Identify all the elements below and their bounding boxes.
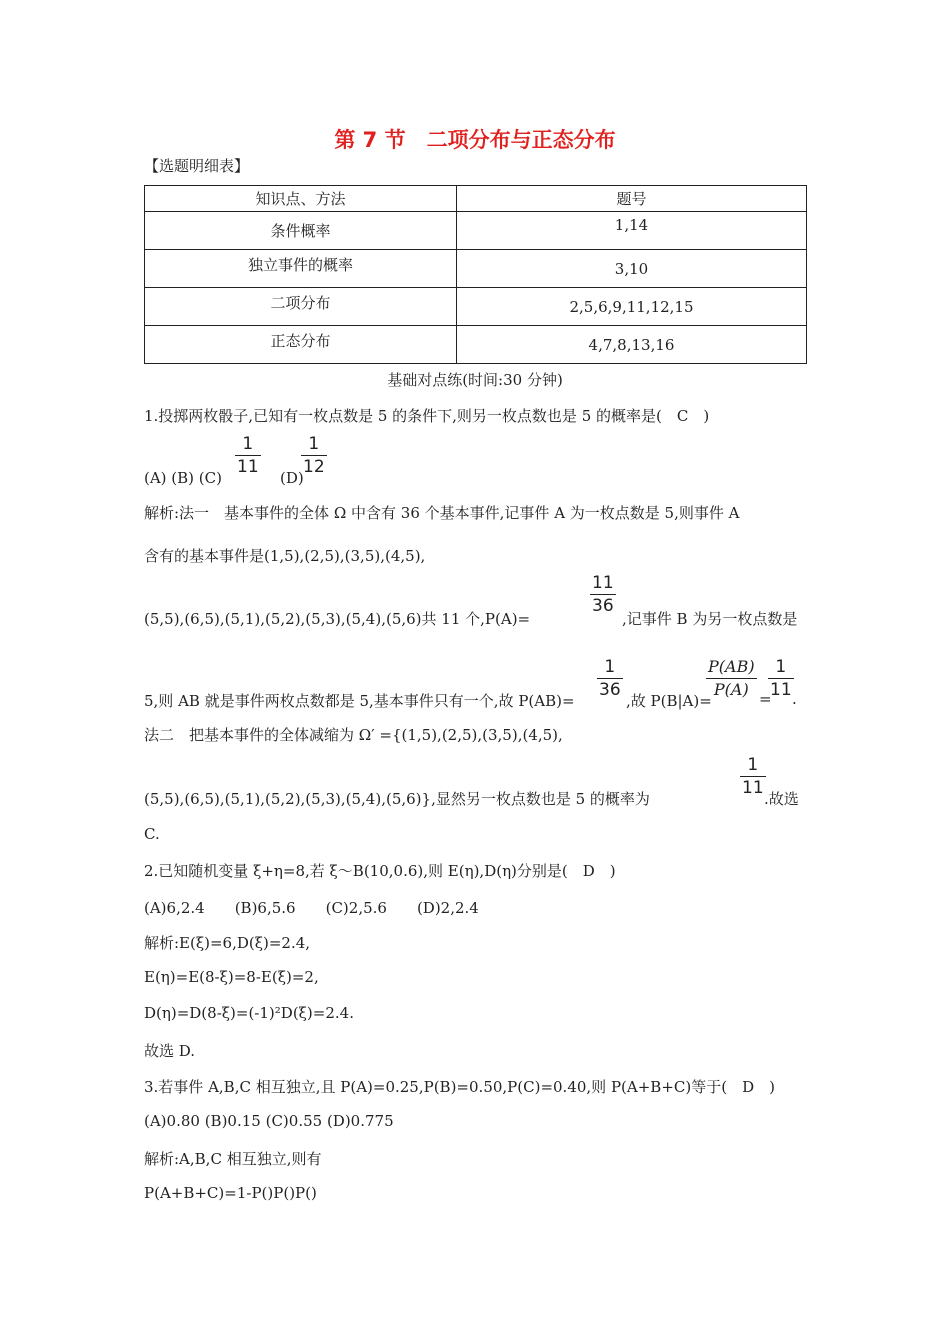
denominator: 11 xyxy=(742,778,764,798)
numerator: 1 xyxy=(604,657,616,677)
practice-subtitle: 基础对点练(时间:30 分钟) xyxy=(387,371,563,389)
q3-options: (A)0.80 (B)0.15 (C)0.55 (D)0.775 xyxy=(144,1112,394,1130)
q2-solution-line: E(η)=E(8-ξ)=8-E(ξ)=2, xyxy=(144,968,319,986)
q3-solution-line: P(A+B+C)=1-P()P()P() xyxy=(144,1184,317,1202)
q2-options: (A)6,2.4 (B)6,5.6 (C)2,5.6 (D)2,2.4 xyxy=(144,899,479,917)
table-header-cell: 题号 xyxy=(457,186,807,212)
section-label: 【选题明细表】 xyxy=(144,157,250,175)
q1-options: (A) (B) (C) xyxy=(144,469,222,487)
denominator: 11 xyxy=(237,457,259,477)
table-row xyxy=(145,250,807,288)
fraction-conditional xyxy=(706,656,757,701)
denominator: 36 xyxy=(592,596,614,616)
q1-solution-line: C. xyxy=(144,825,160,843)
table-cell: 独立事件的概率 xyxy=(145,250,457,288)
q1-solution-line: .故选 xyxy=(764,790,799,808)
table-row xyxy=(145,212,807,250)
denominator: 12 xyxy=(303,457,325,477)
fraction-option-d xyxy=(301,433,327,478)
numerator: 1 xyxy=(308,434,320,454)
q1-solution-line: 法二 把基本事件的全体减缩为 Ω′ ={(1,5),(2,5),(3,5),(4,5), xyxy=(144,726,563,744)
fraction-final xyxy=(740,754,766,799)
numerator: 1 xyxy=(747,755,759,775)
q1-solution-line: 含有的基本事件是(1,5),(2,5),(3,5),(4,5), xyxy=(144,547,426,565)
q1-solution-line: ,故 P(B|A)= xyxy=(626,692,712,710)
page-title: 第 7 节 二项分布与正态分布 xyxy=(334,128,616,152)
q1-solution-line: (5,5),(6,5),(5,1),(5,2),(5,3),(5,4),(5,6)},显然另一枚点数也是 5 的概率为 xyxy=(144,790,650,808)
fraction-option-c xyxy=(235,433,261,478)
numerator: 1 xyxy=(775,657,787,677)
fraction-pab xyxy=(597,656,623,701)
table-cell: 正态分布 xyxy=(145,326,457,364)
equals-sign: = xyxy=(759,690,772,708)
numerator: 11 xyxy=(592,573,614,593)
denominator: 11 xyxy=(770,680,792,700)
denominator: 36 xyxy=(599,680,621,700)
q3-stem: 3.若事件 A,B,C 相互独立,且 P(A)=0.25,P(B)=0.50,P(C)=0.40,则 P(A+B+C)等于( D ) xyxy=(144,1078,775,1096)
table-cell: 1,14 xyxy=(457,212,807,250)
period: . xyxy=(792,690,797,708)
table-cell: 条件概率 xyxy=(145,212,457,250)
numerator: 1 xyxy=(242,434,254,454)
table-row xyxy=(145,326,807,364)
fraction-result xyxy=(768,656,794,701)
q2-solution-line: 故选 D. xyxy=(144,1042,196,1060)
q2-stem: 2.已知随机变量 ξ+η=8,若 ξ～B(10,0.6),则 E(η),D(η)分别是( D ) xyxy=(144,862,616,880)
q1-solution-line: ,记事件 B 为另一枚点数是 xyxy=(622,610,798,628)
q1-solution-line: (5,5),(6,5),(5,1),(5,2),(5,3),(5,4),(5,6)共 11 个,P(A)= xyxy=(144,610,531,628)
table-cell: 4,7,8,13,16 xyxy=(457,326,807,364)
fraction-pa xyxy=(590,572,616,617)
table-header-cell: 知识点、方法 xyxy=(145,186,457,212)
denominator: P(A) xyxy=(713,680,749,699)
q2-solution-line: 解析:E(ξ)=6,D(ξ)=2.4, xyxy=(144,934,311,952)
q3-solution-line: 解析:A,B,C 相互独立,则有 xyxy=(144,1150,322,1168)
numerator: P(AB) xyxy=(708,657,755,676)
table-cell: 二项分布 xyxy=(145,288,457,326)
q1-solution-line: 5,则 AB 就是事件两枚点数都是 5,基本事件只有一个,故 P(AB)= xyxy=(144,692,575,710)
q1-option-d: (D) xyxy=(280,469,304,487)
q2-solution-line: D(η)=D(8-ξ)=(-1)²D(ξ)=2.4. xyxy=(144,1004,354,1022)
q1-stem: 1.投掷两枚骰子,已知有一枚点数是 5 的条件下,则另一枚点数也是 5 的概率是( C ) xyxy=(144,407,710,425)
topic-table xyxy=(144,185,807,364)
q1-solution-line: 解析:法一 基本事件的全体 Ω 中含有 36 个基本事件,记事件 A 为一枚点数是 5,则事件 A xyxy=(144,504,740,522)
table-header-row xyxy=(145,186,807,212)
table-row xyxy=(145,288,807,326)
table-cell: 3,10 xyxy=(457,250,807,288)
table-cell: 2,5,6,9,11,12,15 xyxy=(457,288,807,326)
